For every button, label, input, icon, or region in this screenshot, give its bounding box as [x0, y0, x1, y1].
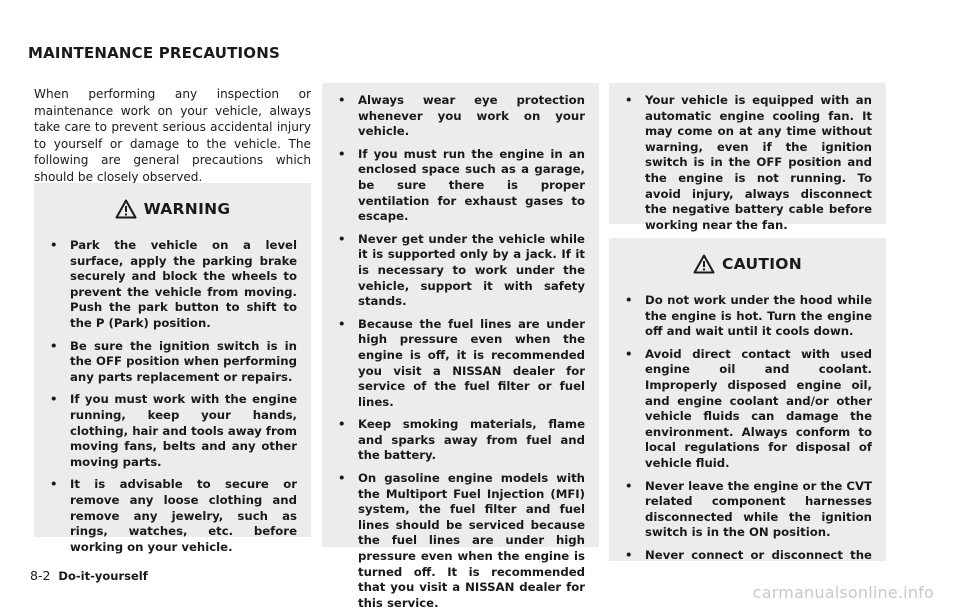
warning-item: • Your vehicle is equipped with an automatic engine cooling fan. It may come on at any time without warning, even if the ignition switch is in the OFF position and the engine is not running. To avoid injury, always disconnect the negative battery cable before working near the fan.	[621, 93, 872, 233]
warning-box	[34, 183, 311, 554]
cooling-fan-warning-box	[609, 83, 886, 232]
warning-triangle-icon	[115, 199, 137, 219]
page-number: 8-2	[30, 568, 51, 583]
caution-triangle-icon	[693, 254, 715, 274]
warning-item: • Park the vehicle on a level surface, apply the parking brake securely and block the wheels to prevent the vehicle from moving. Push the park button to shift to the P (Park) position.	[46, 238, 297, 332]
warning-item: • Be sure the ignition switch is in the OFF position when performing any parts replacement or repairs.	[46, 339, 297, 386]
caution-heading	[609, 251, 886, 277]
intro-paragraph: When performing any inspection or maintenance work on your vehicle, always take care to prevent serious accidental injury to yourself or damage to the vehicle. The following are general precautions which should be closely observed.	[34, 87, 311, 184]
caution-list	[609, 293, 886, 561]
caution-box	[609, 238, 886, 561]
warning-item: • Because the fuel lines are under high pressure even when the engine is off, it is recommended you visit a NISSAN dealer for service of the fuel filter or fuel lines.	[334, 317, 585, 411]
warning-item: • On gasoline engine models with the Multiport Fuel Injection (MFI) system, the fuel filter and fuel lines should be serviced because the fuel lines are under high pressure even when the engine is turned off. It is recommended that you visit a NISSAN dealer for this service.	[334, 471, 585, 611]
warning-item: • Always wear eye protection whenever you work on your vehicle.	[334, 93, 585, 140]
warning-item: • If you must run the engine in an enclosed space such as a garage, be sure there is proper ventilation for exhaust gases to escape.	[334, 147, 585, 225]
section-name: Do-it-yourself	[58, 569, 148, 583]
warning-item: • If you must work with the engine running, keep your hands, clothing, hair and tools away from moving fans, belts and any other moving parts.	[46, 392, 297, 470]
caution-item: • Do not work under the hood while the engine is hot. Turn the engine off and wait until it cools down.	[621, 293, 872, 340]
warning-item: • It is advisable to secure or remove any loose clothing and remove any jewelry, such as rings, watches, etc. before working on your vehicle.	[46, 477, 297, 555]
caution-item: • Avoid direct contact with used engine oil and coolant. Improperly disposed engine oil, and engine coolant and/or other vehicle fluids can damage the environment. Always conform to local regulations for disposal of vehicle fluid.	[621, 347, 872, 472]
caution-item: • Never leave the engine or the CVT related component harnesses disconnected while the ignition switch is in the ON position.	[621, 479, 872, 541]
caution-heading-label: CAUTION	[721, 255, 803, 273]
warning-item: • Never get under the vehicle while it is supported only by a jack. If it is necessary to work under the vehicle, support it with safety stands.	[334, 232, 585, 310]
page-footer	[30, 568, 148, 583]
cooling-fan-list	[609, 83, 886, 233]
page-title: MAINTENANCE PRECAUTIONS	[28, 44, 280, 62]
caution-item: • Never connect or disconnect the	[621, 548, 872, 561]
warning-heading-label: WARNING	[143, 200, 231, 218]
warning-item: • Keep smoking materials, flame and sparks away from fuel and the battery.	[334, 417, 585, 464]
warning-list	[34, 238, 311, 555]
warning-continued-list	[322, 83, 599, 611]
warning-heading	[34, 196, 311, 222]
warning-continued-box	[322, 83, 599, 610]
watermark: carmanualsonline.info	[752, 583, 934, 602]
